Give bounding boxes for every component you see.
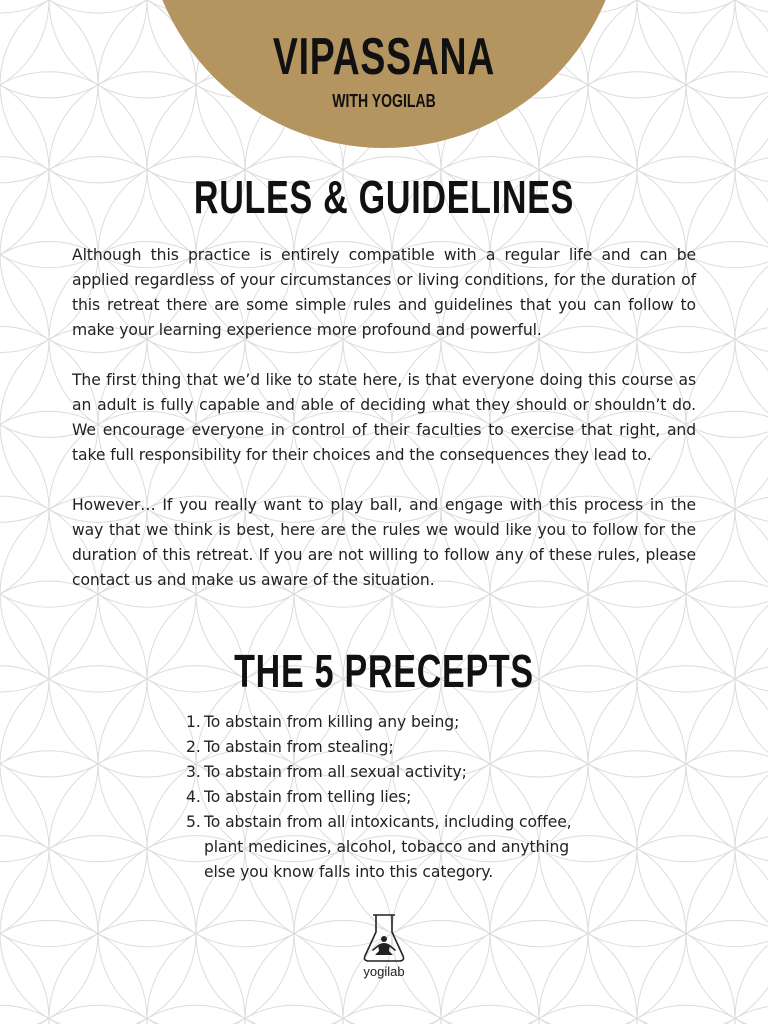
precepts-heading: THE 5 PRECEPTS <box>234 645 534 697</box>
pattern-circle <box>0 581 49 777</box>
precept-item <box>186 810 606 885</box>
rules-heading: RULES & GUIDELINES <box>193 171 575 223</box>
precept-text: To abstain from all sexual activity; <box>204 763 467 781</box>
pattern-circle <box>196 1005 392 1024</box>
pattern-circle <box>686 0 768 13</box>
pattern-circle <box>147 920 343 1024</box>
meditating-figure-flask-icon <box>359 912 409 964</box>
pattern-circle <box>0 751 49 947</box>
pattern-circle <box>735 242 768 438</box>
pattern-circle <box>0 0 49 98</box>
precept-number: 5. <box>186 813 201 831</box>
rules-paragraph: However… If you really want to play ball, and engage with this process in the way that we think is best, here are the rules we would like you to follow for the duration of this retreat. If you are not willing to follow any of these rules, please contact us and make us aware of the situation. <box>72 496 696 589</box>
pattern-circle <box>0 72 49 268</box>
pattern-circle <box>392 1005 588 1024</box>
pattern-circle <box>735 751 768 947</box>
pattern-circle <box>735 411 768 607</box>
precept-number: 4. <box>186 788 201 806</box>
pattern-circle <box>0 1005 196 1024</box>
pattern-circle <box>588 0 768 13</box>
pattern-circle <box>49 920 245 1024</box>
brand-title: VIPASSANA <box>272 28 496 86</box>
rules-paragraph: Although this practice is entirely compatible with a regular life and can be applied regardless of your circumstances or living conditions, for the duration of this retreat there are some simple rules and guidelines that you can follow to make your learning experience more profound and powerful. <box>72 246 696 339</box>
precept-number: 1. <box>186 713 201 731</box>
precept-number: 2. <box>186 738 201 756</box>
pattern-circle <box>441 920 637 1024</box>
precept-text: To abstain from all intoxicants, including coffee, plant medicines, alcohol, tobacco and anything else you know falls into this category. <box>204 813 572 881</box>
pattern-circle <box>735 581 768 777</box>
pattern-circle <box>0 836 98 1024</box>
pattern-circle <box>294 1005 490 1024</box>
precept-text: To abstain from stealing; <box>204 738 394 756</box>
pattern-circle <box>0 751 147 947</box>
precept-text: To abstain from telling lies; <box>204 788 412 806</box>
pattern-circle <box>735 920 768 1024</box>
pattern-circle <box>0 242 49 438</box>
logo-wordmark: yogilab <box>363 964 405 979</box>
precept-item <box>186 785 606 810</box>
rules-body <box>72 243 696 618</box>
pattern-circle <box>735 72 768 268</box>
pattern-circle <box>490 1005 686 1024</box>
precept-number: 3. <box>186 763 201 781</box>
precept-item <box>186 710 606 735</box>
pattern-circle <box>637 920 768 1024</box>
pattern-circle <box>735 0 768 98</box>
precept-item <box>186 760 606 785</box>
pattern-circle <box>539 920 735 1024</box>
yogilab-logo <box>359 912 409 984</box>
pattern-circle <box>98 1005 294 1024</box>
pattern-circle <box>245 920 441 1024</box>
precepts-list <box>186 710 606 885</box>
pattern-circle <box>686 836 768 1024</box>
pattern-circle <box>637 751 768 947</box>
pattern-circle <box>0 666 98 862</box>
precept-item <box>186 735 606 760</box>
brand-subtitle: WITH YOGILAB <box>332 91 436 111</box>
precept-text: To abstain from killing any being; <box>204 713 460 731</box>
rules-paragraph: The first thing that we’d like to state here, is that everyone doing this course as an adult is fully capable and able of deciding what they should or shouldn’t do. We encourage everyone in control of their faculties to exercise that right, and take full responsibility for their choices and the consequences they lead to. <box>72 371 696 464</box>
pattern-circle <box>0 411 49 607</box>
pattern-circle <box>686 0 768 183</box>
